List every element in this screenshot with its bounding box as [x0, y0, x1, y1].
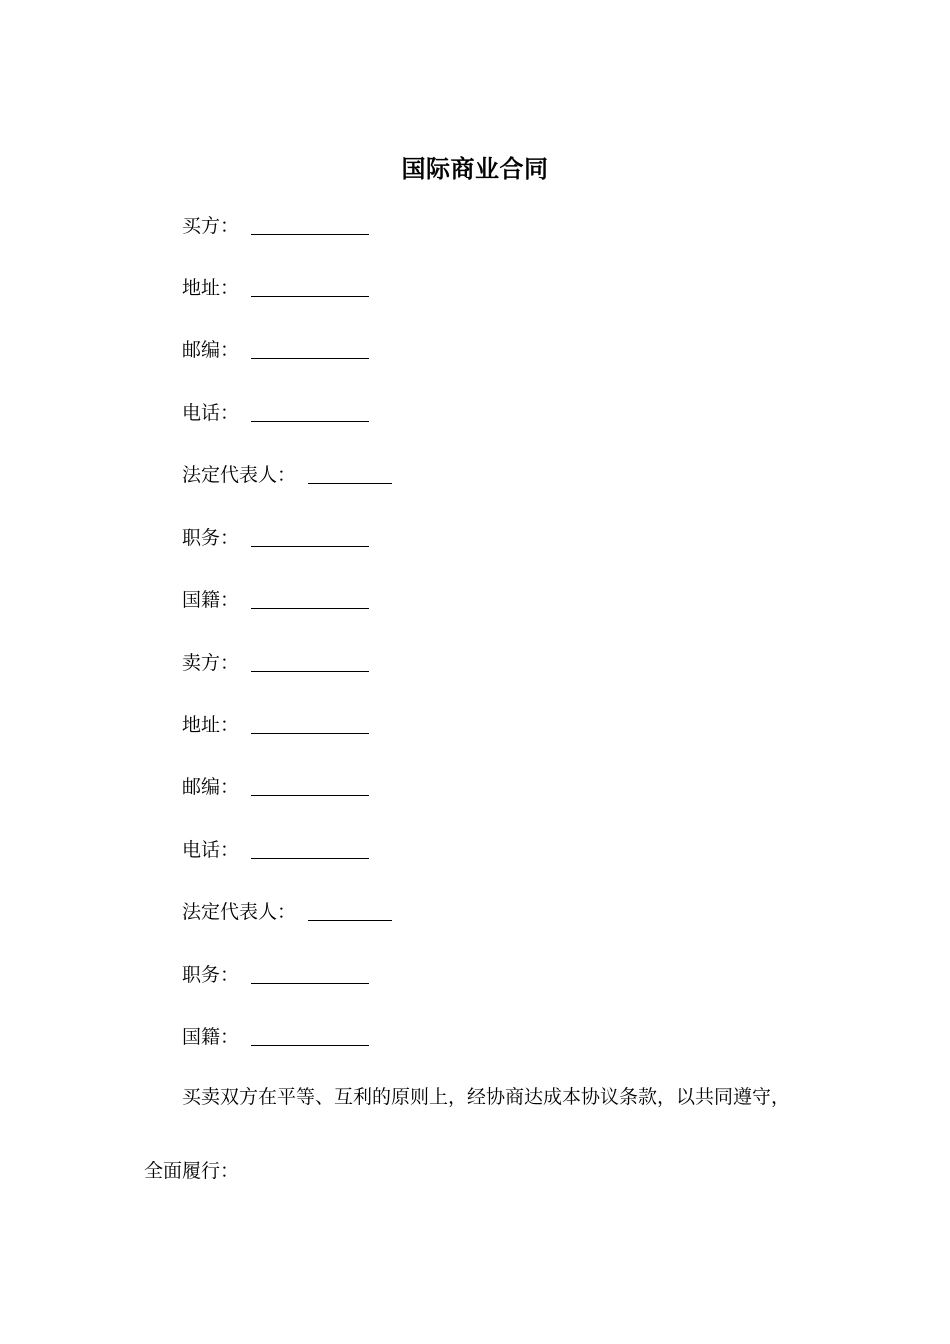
buyer-legal-rep-blank[interactable] — [308, 463, 392, 484]
buyer-phone-field — [182, 395, 369, 425]
buyer-legal-rep-field — [182, 457, 392, 487]
buyer-position-label: 职务： — [182, 527, 240, 549]
buyer-phone-label: 电话： — [182, 402, 240, 424]
buyer-nationality-field — [182, 582, 369, 612]
intro-paragraph-line1: 买卖双方在平等、互利的原则上，经协商达成本协议条款，以共同遵守， — [182, 1086, 791, 1108]
buyer-nationality-label: 国籍： — [182, 589, 240, 611]
seller-name-field — [182, 645, 369, 675]
seller-legal-rep-field — [182, 894, 392, 924]
seller-address-field — [182, 707, 369, 737]
seller-address-label: 地址： — [182, 714, 240, 736]
buyer-phone-blank[interactable] — [251, 401, 369, 422]
buyer-address-field — [182, 270, 369, 300]
buyer-position-field — [182, 520, 369, 550]
buyer-postcode-field — [182, 332, 369, 362]
buyer-position-blank[interactable] — [251, 526, 369, 547]
seller-address-blank[interactable] — [251, 713, 369, 734]
buyer-name-label: 买方： — [182, 215, 240, 237]
seller-nationality-blank[interactable] — [251, 1025, 369, 1046]
buyer-nationality-blank[interactable] — [251, 588, 369, 609]
buyer-address-blank[interactable] — [251, 276, 369, 297]
seller-position-field — [182, 957, 369, 987]
seller-position-blank[interactable] — [251, 963, 369, 984]
buyer-postcode-blank[interactable] — [251, 338, 369, 359]
seller-legal-rep-label: 法定代表人： — [182, 901, 297, 923]
seller-legal-rep-blank[interactable] — [308, 900, 392, 921]
document-title: 国际商业合同 — [401, 155, 549, 183]
seller-postcode-blank[interactable] — [251, 775, 369, 796]
seller-position-label: 职务： — [182, 964, 240, 986]
seller-name-blank[interactable] — [251, 651, 369, 672]
intro-paragraph-line2: 全面履行： — [144, 1160, 240, 1182]
seller-nationality-field — [182, 1019, 369, 1049]
seller-nationality-label: 国籍： — [182, 1026, 240, 1048]
seller-phone-field — [182, 832, 369, 862]
seller-name-label: 卖方： — [182, 652, 240, 674]
buyer-address-label: 地址： — [182, 277, 240, 299]
buyer-legal-rep-label: 法定代表人： — [182, 464, 297, 486]
buyer-name-blank[interactable] — [251, 214, 369, 235]
seller-postcode-field — [182, 769, 369, 799]
buyer-name-field — [182, 208, 369, 238]
seller-postcode-label: 邮编： — [182, 776, 240, 798]
buyer-postcode-label: 邮编： — [182, 339, 240, 361]
seller-phone-label: 电话： — [182, 839, 240, 861]
seller-phone-blank[interactable] — [251, 838, 369, 859]
